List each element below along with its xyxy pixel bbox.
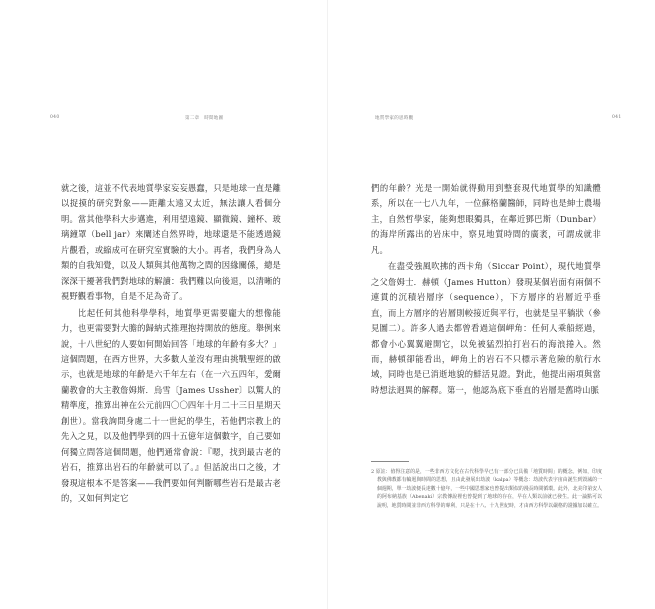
left-page-number: 040	[50, 115, 60, 120]
right-paragraph-1: 們的年齡？光是一開始就得動用到整套現代地質學的知識體系，所以在一七八九年，一位蘇格蘭醫師，同時也是紳士農場主，自然哲學家，能夠想眼獨具，在鄰近鄧巴斯（Dunbar）的海岸所露出的岩床中，察見地質時間的廣袤，可謂成就非凡。	[371, 183, 601, 255]
right-paragraph-2: 在盡受強風吹拂的西卡角（Siccar Point），現代地質學之父詹姆士．赫頓（James Hutton）發現某個岩面有兩個不連貫的沉積岩層序（sequence），下方層序的岩層近乎垂直，而上方層序的岩層則較接近與平行，也就是呈平躺狀（參見圖二）。許多人過去都曾看過這個岬角：任何人乘船經過，都會小心翼翼避開它，以免被猛烈拍打岩石的海浪捲入。然而，赫頓卻能看出，岬角上的岩石不只標示著危險的航行水域，同時也是已消逝地貌的鮮活見證。對此，他提出兩項與當時想法迥異的解釋。第一，他認為底下垂直的岩層是舊時山脈	[371, 261, 601, 395]
left-body-text	[61, 181, 281, 507]
left-paragraph-2: 比起任何其他科學學科，地質學更需要龐大的想像能力，也更需要對大膽的歸納式推理抱持開放的態度。舉例來說，十八世紀的人要如何開始回答「地球的年齡有多大？」這個問題，在西方世界，大多數人並沒有理由挑戰聖經的啟示，也就是地球的年齡是六千年左右（在一六五四年，愛爾蘭教會的大主教詹姆斯．烏雪〔James Ussher〕以驚人的精準度，推算出神在公元前四〇〇四年十月二十三日星期天創世）。當我詢問身處二十一世紀的學生，若他們宗教上的先入之見，以及他們學到的四十五億年這個數字，自己要如何獨立問答這個問題，他們通常會說：『嗯，找到最古老的岩石，推算出岩石的年齡就可以了。』但話說出口之後，才發現這根本不是答案——我們要如何判斷哪些岩石是最古老的，又如何判定它	[61, 307, 281, 504]
footnote-divider	[371, 461, 409, 462]
right-page-number: 041	[612, 115, 622, 120]
right-body-text	[371, 181, 601, 398]
right-running-head: 地質學家的思時觀	[375, 116, 414, 121]
left-page	[0, 0, 327, 609]
right-page	[328, 0, 655, 609]
left-running-head: 第二章 時間地圖	[185, 116, 224, 121]
footnote: 2 原註：值得注意的是，一些非西方文化在古代科學早已有一部分已具備「地質時間」的概念。例如，印度教與佛教都有輪迴與時間的思想，且由此發展出劫波（kalpa）等概念：劫波代表宇宙由誕生到毀滅的一個週期，單一劫波便長達數十億年，一些中國思想家也曾提出類似的漫長時間循環。此外，北美印第安人的阿布納基族（Abenaki）宗教傳說裡也曾提到了地球的存在，早在人類以前就已發生。此一論點可以說明，地質時間並非西方科學的專利，只是在十八、十九世紀時，才由西方科學以嚴格的證據加以確立。	[371, 469, 602, 509]
left-paragraph-1: 就之後，這並不代表地質學家妄妄愚蠢，只是地球一直是離以捉摸的研究對象——距離太遠又太近，無法讓人看個分明。當其他學科大步邁進，利用望遠鏡、顯微鏡、鐘杯、玻璃鐘罩（bell jar）來闡述自然界時，地球還是不能透過鏡片觀看，或縮成可在研究室實驗的大小。再者，我們身為人類的自我知覺，以及人類與其他萬物之間的因緣關係，總是深深干擾著我們對地球的解讀：我們難以向後退，以清晰的視野觀看事物，自是不足為奇了。	[61, 183, 281, 302]
